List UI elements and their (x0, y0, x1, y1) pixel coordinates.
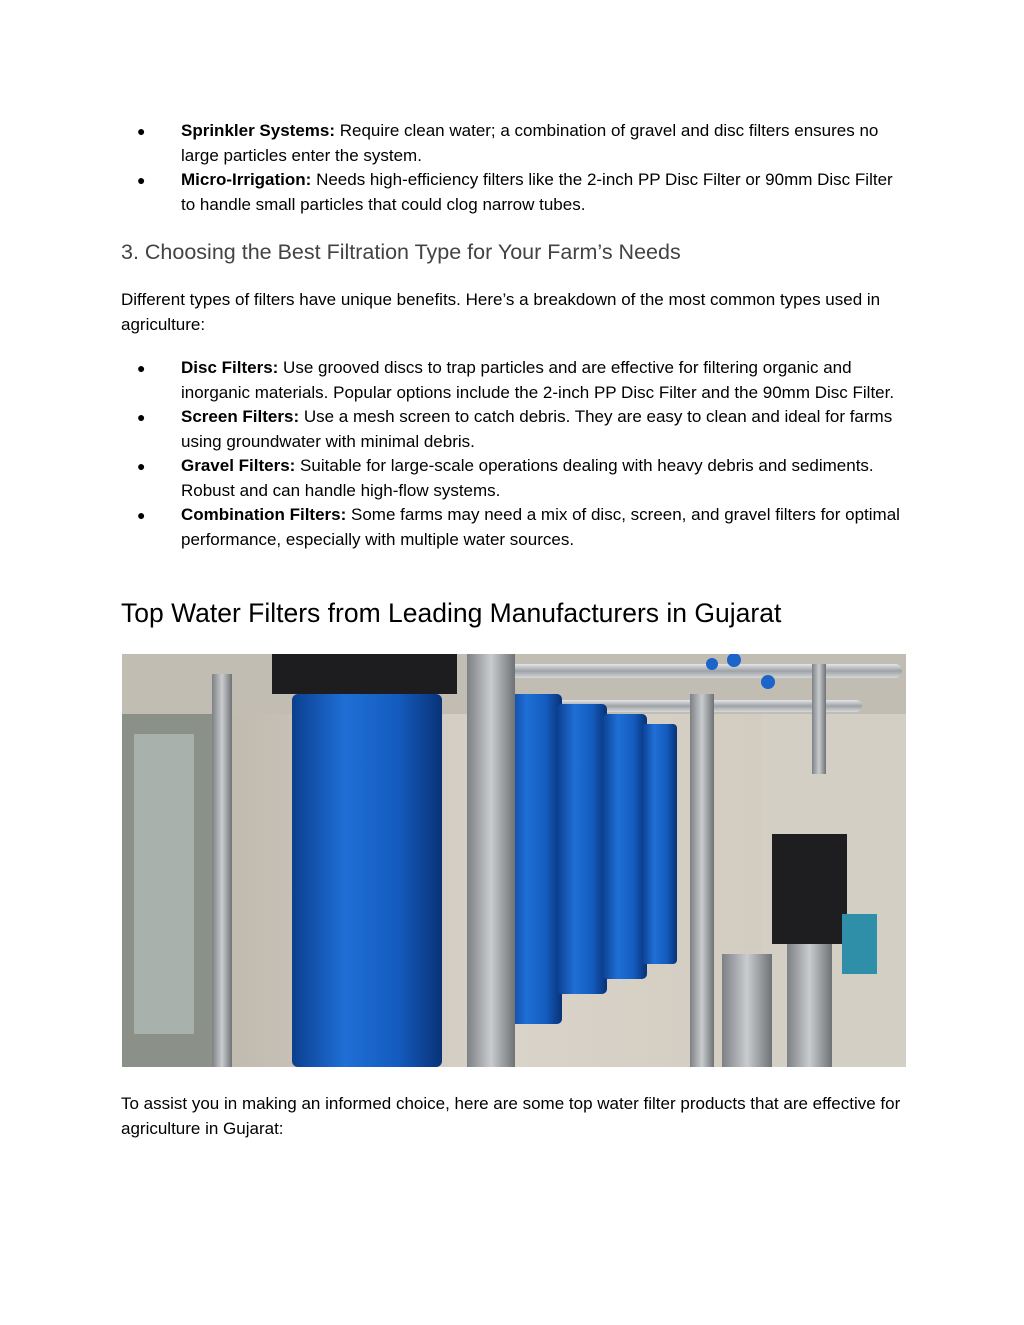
item-text: Use a mesh screen to catch debris. They are easy to clean and ideal for farms using groundwater with minimal debris. (181, 407, 893, 451)
page-title: Top Water Filters from Leading Manufacturers in Gujarat (121, 598, 782, 628)
list-item (121, 503, 911, 552)
list-item (121, 405, 911, 454)
item-text: Use grooved discs to trap particles and are effective for filtering organic and inorganic materials. Popular options include the 2-inch PP Disc Filter and the 90mm Disc Filter. (181, 358, 895, 402)
irrigation-filter-list (121, 119, 911, 217)
list-item (121, 454, 911, 503)
item-label: Micro-Irrigation: (181, 170, 312, 189)
item-label: Combination Filters: (181, 505, 347, 524)
item-text: Suitable for large-scale operations dealing with heavy debris and sediments. Robust and can handle high-flow systems. (181, 456, 874, 500)
list-item (121, 356, 911, 405)
outro-paragraph: To assist you in making an informed choice, here are some top water filter products that are effective for agriculture in Gujarat: (121, 1094, 901, 1138)
item-label: Gravel Filters: (181, 456, 296, 475)
section-heading: 3. Choosing the Best Filtration Type for Your Farm’s Needs (121, 240, 681, 264)
water-filter-housings-photo (122, 654, 906, 1067)
intro-paragraph: Different types of filters have unique benefits. Here’s a breakdown of the most common types used in agriculture: (121, 290, 881, 334)
filter-type-list (121, 356, 911, 552)
item-label: Screen Filters: (181, 407, 300, 426)
item-text: Require clean water; a combination of gravel and disc filters ensures no large particles enter the system. (181, 121, 879, 165)
list-item (121, 168, 911, 217)
item-text: Some farms may need a mix of disc, screen, and gravel filters for optimal performance, especially with multiple water sources. (181, 505, 900, 549)
item-label: Sprinkler Systems: (181, 121, 336, 140)
item-label: Disc Filters: (181, 358, 279, 377)
list-item (121, 119, 911, 168)
item-text: Needs high-efficiency filters like the 2-inch PP Disc Filter or 90mm Disc Filter to handle small particles that could clog narrow tubes. (181, 170, 893, 214)
